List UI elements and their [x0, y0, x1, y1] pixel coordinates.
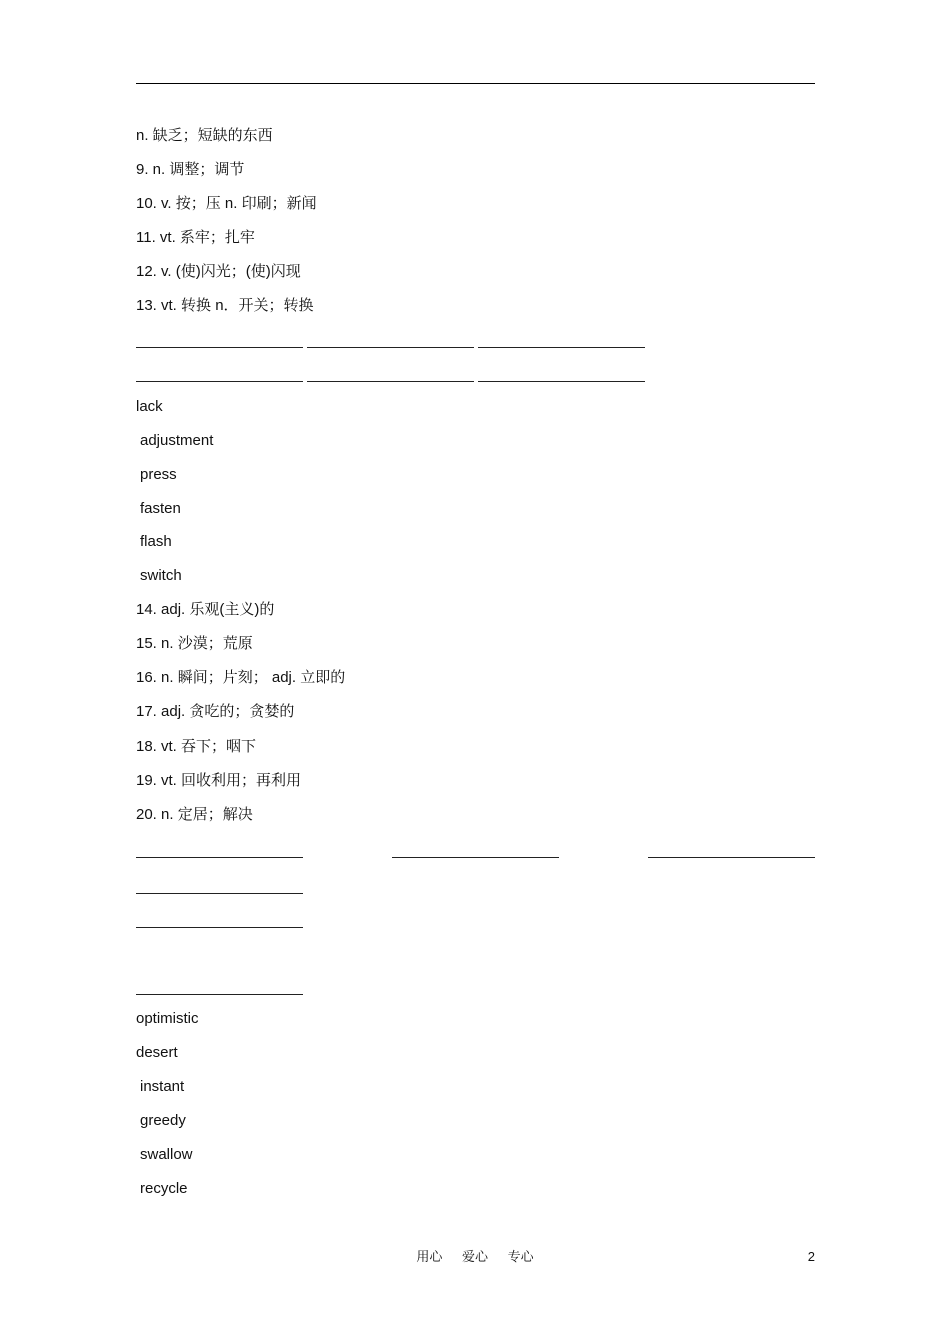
answer-blank: [136, 893, 303, 894]
definition-line: 16. n. 瞬间；片刻； adj. 立即的: [136, 669, 346, 686]
definition-line: n. 缺乏；短缺的东西: [136, 127, 273, 144]
answer-blank: [307, 381, 474, 382]
definition-line: 13. vt. 转换 n．开关；转换: [136, 297, 314, 314]
answer-blank: [136, 347, 303, 348]
definition-line: 10. v. 按；压 n. 印刷；新闻: [136, 195, 317, 212]
answer-blank: [136, 381, 303, 382]
answer-blank: [648, 857, 815, 858]
definition-line: 17. adj. 贪吃的；贪婪的: [136, 703, 295, 720]
answer-word: switch: [140, 567, 182, 584]
answer-blank: [136, 857, 303, 858]
footer-motto: 用心: [416, 1249, 443, 1264]
answer-word: fasten: [140, 500, 181, 517]
answer-word: optimistic: [136, 1010, 199, 1027]
answer-word: press: [140, 466, 177, 483]
definition-line: 12. v. (使)闪光；(使)闪现: [136, 263, 301, 280]
definition-line: 19. vt. 回收利用；再利用: [136, 772, 302, 789]
answer-blank: [392, 857, 559, 858]
answer-blank: [136, 994, 303, 995]
answer-word: adjustment: [140, 432, 214, 449]
definition-line: 11. vt. 系牢；扎牢: [136, 229, 255, 246]
definition-line: 15. n. 沙漠；荒原: [136, 635, 253, 652]
answer-word: flash: [140, 533, 172, 550]
answer-blank: [478, 347, 645, 348]
page-number: 2: [807, 1249, 815, 1264]
definition-line: 18. vt. 吞下；咽下: [136, 738, 257, 755]
answer-blank: [478, 381, 645, 382]
definition-line: 9. n. 调整；调节: [136, 161, 245, 178]
answer-word: greedy: [140, 1112, 186, 1129]
definition-line: 20. n. 定居；解决: [136, 806, 253, 823]
footer-motto: 爱心: [461, 1249, 488, 1264]
answer-word: recycle: [140, 1180, 188, 1197]
answer-word: swallow: [140, 1146, 193, 1163]
answer-blank: [307, 347, 474, 348]
answer-word: lack: [136, 398, 163, 415]
answer-word: desert: [136, 1044, 178, 1061]
definition-line: 14. adj. 乐观(主义)的: [136, 601, 275, 618]
footer-motto: 专心: [507, 1249, 534, 1264]
answer-word: instant: [140, 1078, 185, 1095]
answer-blank: [136, 927, 303, 928]
header-rule: [136, 83, 815, 84]
